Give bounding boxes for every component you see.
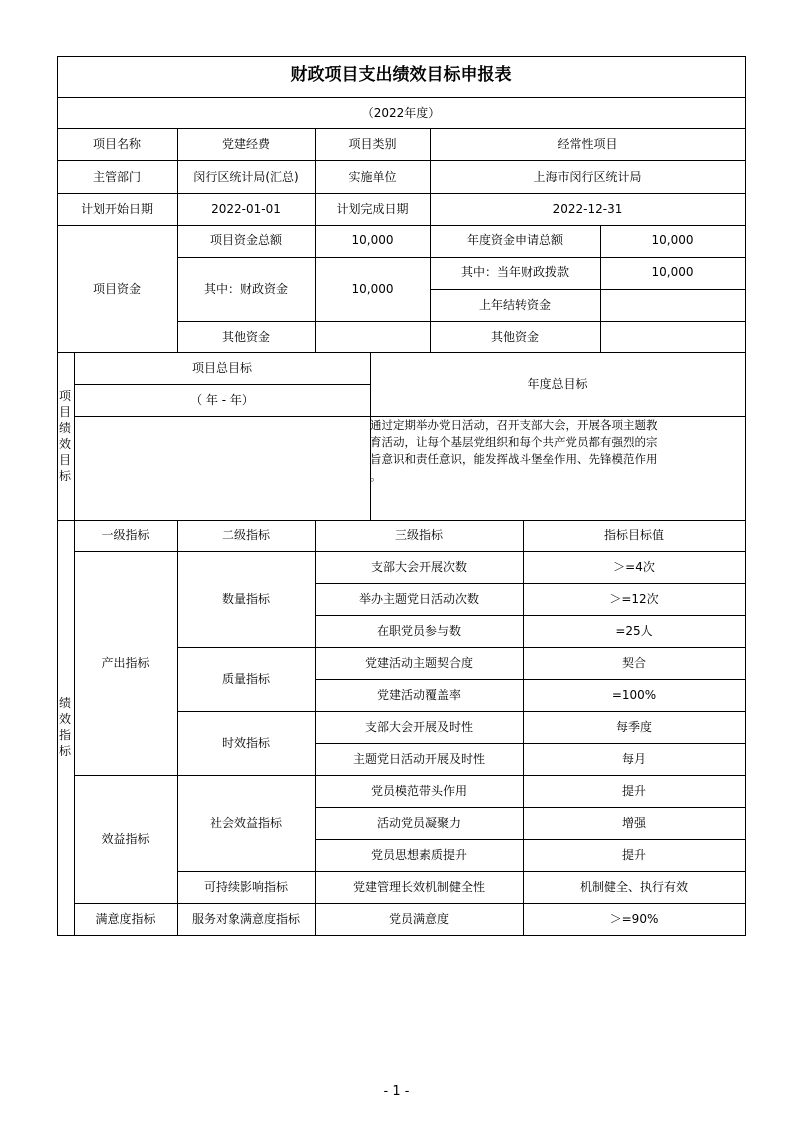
label-other-funds-2: 其他资金 (490, 330, 539, 344)
label-supervisor: 主管部门 (92, 170, 141, 184)
grid-line (177, 647, 746, 648)
grid-line (315, 679, 746, 680)
goals-side-char: 效 (58, 437, 71, 451)
goals-side-char: 目 (58, 405, 71, 419)
level1-output: 产出指标 (101, 656, 150, 670)
value-implementer: 上海市闵行区统计局 (533, 170, 642, 184)
grid-line (57, 935, 746, 936)
value-end-date: 2022-12-31 (552, 202, 623, 216)
indicator-name: 支部大会开展及时性 (364, 720, 473, 734)
header-target: 指标目标值 (603, 528, 664, 542)
indicator-value: 每季度 (615, 720, 652, 734)
level2-quality: 质量指标 (221, 672, 270, 686)
label-start-date: 计划开始日期 (80, 202, 153, 216)
indicators-side-char: 指 (58, 728, 71, 742)
indicators-side-char: 绩 (58, 696, 71, 710)
indicator-name: 党员思想素质提升 (370, 848, 467, 862)
level2-timeliness: 时效指标 (221, 736, 270, 750)
level2-sustainable: 可持续影响指标 (203, 880, 288, 894)
grid-line (74, 384, 371, 385)
grid-line (177, 711, 746, 712)
grid-line (57, 56, 58, 936)
value-supervisor: 闵行区统计局(汇总) (193, 170, 299, 184)
label-project-type: 项目类别 (348, 137, 397, 151)
grid-line (57, 97, 746, 98)
form-title: 财政项目支出绩效目标申报表 (290, 65, 512, 85)
label-total-goal: 项目总目标 (191, 361, 252, 375)
value-fiscal-funds: 10,000 (351, 282, 394, 296)
form-year: （2022年度） (361, 106, 441, 120)
indicator-value: =100% (611, 688, 657, 702)
grid-line (57, 225, 746, 226)
label-other-funds: 其他资金 (221, 330, 270, 344)
grid-line (57, 128, 746, 129)
indicator-name: 党建活动主题契合度 (364, 656, 473, 670)
indicator-value: 机制健全、执行有效 (579, 880, 688, 894)
grid-line (315, 583, 746, 584)
indicators-side-char: 效 (58, 712, 71, 726)
indicator-value: ＞=90% (609, 912, 659, 926)
grid-line (177, 520, 178, 936)
level2-quantity: 数量指标 (221, 592, 270, 606)
grid-line (177, 871, 746, 872)
label-current-fiscal: 其中：当年财政拨款 (460, 265, 569, 279)
label-total-funds: 项目资金总额 (209, 233, 282, 247)
annual-goal-text: 通过定期举办党日活动，召开支部大会，开展各项主题教 育活动，让每个基层党组织和每个共产党员都有强烈的宗 旨意识和责任意识，能发挥战斗堡垒作用、先锋模范作用 。 (370, 418, 658, 483)
label-carryover: 上年结转资金 (478, 298, 551, 312)
label-fiscal-funds: 其中：财政资金 (203, 282, 288, 296)
grid-line (74, 416, 371, 417)
indicator-name: 支部大会开展次数 (370, 560, 467, 574)
goal-period: （ 年 - 年） (190, 393, 254, 407)
grid-line (57, 193, 746, 194)
indicator-value: ＞=12次 (609, 592, 659, 606)
label-funds: 项目资金 (92, 282, 141, 296)
value-total-funds: 10,000 (351, 233, 394, 247)
indicator-name: 党建管理长效机制健全性 (352, 880, 485, 894)
header-level1: 一级指标 (101, 528, 150, 542)
indicator-value: 增强 (621, 816, 646, 830)
indicator-name: 举办主题党日活动次数 (358, 592, 479, 606)
grid-line (74, 775, 746, 776)
header-level2: 二级指标 (221, 528, 270, 542)
header-level3: 三级指标 (394, 528, 443, 542)
level2-service-satisfaction: 服务对象满意度指标 (191, 912, 300, 926)
grid-line (430, 289, 746, 290)
grid-line (74, 903, 746, 904)
grid-line (315, 615, 746, 616)
indicator-value: =25人 (615, 624, 653, 638)
indicator-value: 每月 (621, 752, 646, 766)
goals-side-char: 标 (58, 469, 71, 483)
indicator-name: 活动党员凝聚力 (376, 816, 461, 830)
value-annual-funds: 10,000 (651, 233, 694, 247)
goals-side-char: 绩 (58, 421, 71, 435)
grid-line (315, 743, 746, 744)
page-number: - 1 - (383, 1084, 410, 1099)
label-end-date: 计划完成日期 (336, 202, 409, 216)
label-project-name: 项目名称 (92, 137, 141, 151)
label-annual-funds: 年度资金申请总额 (466, 233, 563, 247)
indicator-value: 提升 (621, 848, 646, 862)
value-current-fiscal: 10,000 (651, 265, 694, 279)
grid-line (315, 839, 746, 840)
grid-line (74, 352, 75, 521)
indicator-name: 党员模范带头作用 (370, 784, 467, 798)
grid-line (57, 160, 746, 161)
label-implementer: 实施单位 (348, 170, 397, 184)
goals-side-char: 项 (58, 389, 71, 403)
grid-line (74, 520, 75, 936)
value-start-date: 2022-01-01 (211, 202, 281, 216)
indicator-value: 提升 (621, 784, 646, 798)
grid-line (74, 551, 746, 552)
indicator-name: 党建活动覆盖率 (376, 688, 461, 702)
indicator-name: 党员满意度 (388, 912, 449, 926)
goals-side-char: 目 (58, 453, 71, 467)
grid-line (57, 520, 746, 521)
indicator-name: 在职党员参与数 (376, 624, 461, 638)
grid-line (745, 56, 746, 936)
grid-line (57, 56, 746, 57)
indicator-value: 契合 (621, 656, 646, 670)
label-annual-goal: 年度总目标 (527, 377, 588, 391)
level2-social-benefit: 社会效益指标 (209, 816, 282, 830)
value-project-name: 党建经费 (221, 137, 270, 151)
indicators-side-char: 标 (58, 744, 71, 758)
level1-satisfaction: 满意度指标 (95, 912, 156, 926)
value-project-type: 经常性项目 (557, 137, 618, 151)
grid-line (315, 807, 746, 808)
grid-line (177, 257, 746, 258)
grid-line (57, 352, 746, 353)
indicator-name: 主题党日活动开展及时性 (352, 752, 485, 766)
indicator-value: ＞=4次 (613, 560, 655, 574)
level1-benefit: 效益指标 (101, 832, 150, 846)
grid-line (177, 321, 746, 322)
